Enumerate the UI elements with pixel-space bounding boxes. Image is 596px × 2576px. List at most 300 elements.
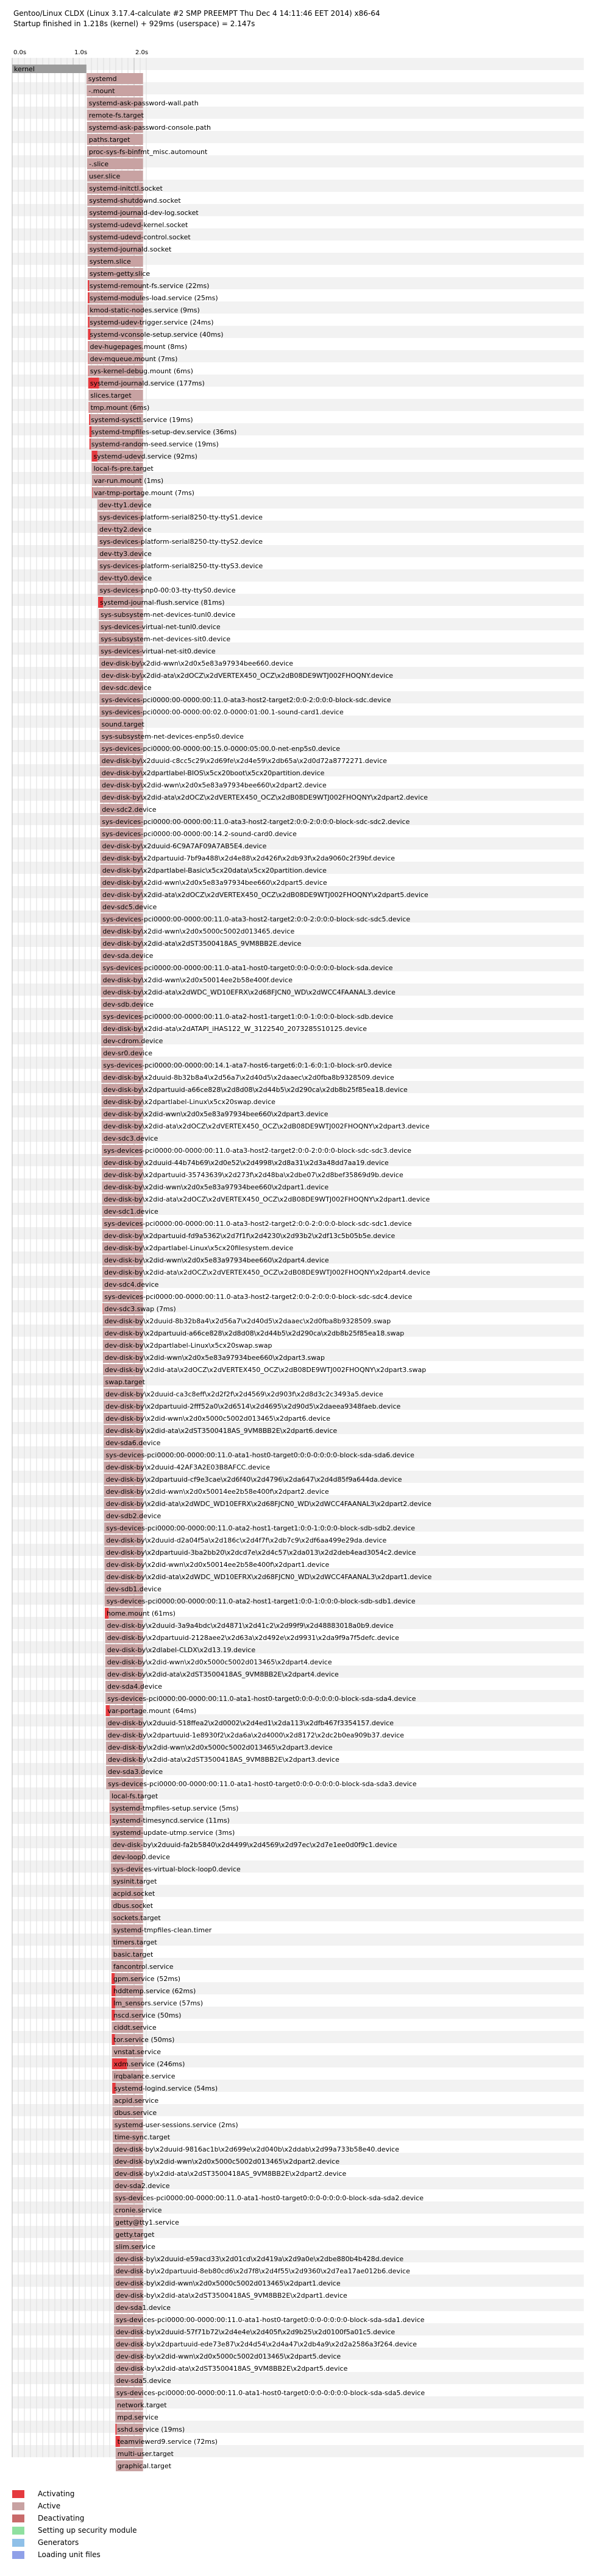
unit-label: dev-disk-by\x2duuid-9816ac1b\x2d699e\x2d040b\x2ddab\x2d99a733b58e40.device <box>115 2145 399 2153</box>
unit-label: dev-disk-by\x2did-wwn\x2d0x5000c5002d013465.device <box>102 927 295 935</box>
unit-label: dev-tty1.device <box>99 501 152 509</box>
unit-label: dev-disk-by\x2duuid-c8cc5c29\x2d69fe\x2d4e59\x2db65a\x2d0d72a8772271.device <box>101 757 387 765</box>
unit-label: system-getty.slice <box>89 270 151 278</box>
unit-label: dev-disk-by\x2dpartuuid-cf9e3cae\x2d6f40\x2d4796\x2da647\x2d4d85f9a644da.device <box>105 1476 402 1483</box>
unit-label: systemd-user-sessions.service (2ms) <box>114 2121 238 2129</box>
legend-item <box>12 2512 137 2524</box>
unit-label: dev-disk-by\x2dpartlabel-BIOS\x5cx20boot\x5cx20partition.device <box>101 769 325 777</box>
unit-label: systemd-remount-fs.service (22ms) <box>90 282 210 290</box>
unit-label: dbus.socket <box>113 1902 154 1910</box>
row-stripe <box>12 2116 584 2128</box>
unit-label: local-fs-pre.target <box>93 465 154 473</box>
unit-label: nscd.service (50ms) <box>113 2011 182 2019</box>
row-stripe <box>12 1873 584 1885</box>
system-info-text: Gentoo/Linux CLDX (Linux 3.17.4-calculate #2 SMP PREEMPT Thu Dec 4 14:11:46 EET 2014) x86-64 <box>13 9 380 18</box>
unit-label: dev-disk-by\x2did-wwn\x2d0x5e83a97934bee660\x2dpart5.device <box>102 879 327 887</box>
row-stripe <box>12 947 584 959</box>
row-stripe <box>12 1860 584 1873</box>
unit-label: dev-disk-by\x2dpartlabel-Linux\x5cx20swap.device <box>103 1098 275 1106</box>
row-stripe <box>12 1093 584 1105</box>
unit-label: dev-disk-by\x2did-ata\x2dOCZ\x2dVERTEX450_OCZ\x2dB08DE9WTJ002FHOQNY\x2dpart3.swap <box>105 1366 427 1374</box>
unit-label: slices.target <box>90 392 132 399</box>
x-tick-label: 0.0s <box>13 49 27 56</box>
unit-bar-activating <box>110 1815 111 1826</box>
unit-label: dev-disk-by\x2did-ata\x2dST3500418AS_9VM8BB2E\x2dpart3.device <box>108 1756 339 1764</box>
legend-swatch <box>12 2551 24 2559</box>
unit-label: systemd-ask-password-console.path <box>88 124 211 132</box>
unit-label: dev-disk-by\x2did-wwn\x2d0x5000c5002d013465\x2dpart3.device <box>107 1744 333 1751</box>
unit-label: irqbalance.service <box>114 2072 176 2080</box>
unit-label: sys-devices-pci0000:00-0000:00:11.0-ata1-host0-target0:0:0-0:0:0:0-block-sda-sda6.device <box>105 1451 414 1459</box>
row-stripe <box>12 630 584 642</box>
unit-label: systemd-ask-password-wall.path <box>88 99 199 107</box>
unit-label: dev-sdb1.device <box>106 1585 161 1593</box>
unit-label: getty.target <box>115 2231 155 2239</box>
unit-label: systemd-udevd-control.socket <box>89 233 191 241</box>
unit-label: sys-devices-pci0000:00-0000:00:14.2-sound-card0.device <box>102 830 297 838</box>
row-stripe <box>12 1982 584 1994</box>
unit-label: dev-disk-by\x2did-ata\x2dST3500418AS_9VM8BB2E.device <box>102 940 302 948</box>
legend-swatch <box>12 2527 24 2535</box>
unit-label: dev-disk-by\x2did-ata\x2dOCZ\x2dVERTEX450_OCZ\x2dB08DE9WTJ002FHOQNY.device <box>101 672 394 680</box>
unit-bar-activating <box>92 487 93 498</box>
row-stripe <box>12 1459 584 1471</box>
row-stripe <box>12 2201 584 2214</box>
unit-label: dev-disk-by\x2dpartuuid-fd9a5362\x2d7f1f\x2d4230\x2d93b2\x2df13c5b05b5e.device <box>104 1232 396 1240</box>
unit-label: sys-subsystem-net-devices-tunl0.device <box>101 611 236 619</box>
unit-label: systemd-udevd.service (92ms) <box>93 452 197 460</box>
row-stripe <box>12 1958 584 1970</box>
row-stripe <box>12 1946 584 1958</box>
unit-label: cronie.service <box>115 2206 162 2214</box>
row-stripe <box>12 1580 584 1592</box>
unit-label: sys-devices-pci0000:00-0000:00:11.0-ata1-host0-target0:0:0-0:0:0:0-block-sda-sda5.device <box>116 2389 425 2397</box>
unit-label: timers.target <box>113 1938 157 1946</box>
unit-label: sys-kernel-debug.mount (6ms) <box>90 367 193 375</box>
unit-label: dev-disk-by\x2did-wwn\x2d0x5000c5002d013465\x2dpart2.device <box>115 2158 340 2166</box>
row-stripe <box>12 1337 584 1349</box>
unit-label: sys-devices-virtual-block-loop0.device <box>112 1865 241 1873</box>
row-stripe <box>12 2214 584 2226</box>
row-stripe <box>12 1678 584 1690</box>
unit-label: systemd-journald-dev-log.socket <box>89 209 199 217</box>
unit-label: var-run.mount (1ms) <box>94 477 164 485</box>
row-stripe <box>12 2421 584 2433</box>
unit-label: kmod-static-nodes.service (9ms) <box>90 306 200 314</box>
unit-label: sys-devices-pci0000:00-0000:00:11.0-ata3-host2-target2:0:0-2:0:0:0-block-sdc-sdc1.device <box>104 1220 412 1228</box>
unit-label: dev-disk-by\x2dpartuuid-7bf9a488\x2d4e88\x2d426f\x2db93f\x2da9060c2f39bf.device <box>102 854 396 862</box>
unit-label: dev-disk-by\x2did-wwn\x2d0x5e83a97934bee660\x2dpart2.device <box>102 781 327 789</box>
unit-label: sys-devices-pci0000:00-0000:00:11.0-ata1-host0-target0:0:0-0:0:0:0-block-sda-sda3.device <box>108 1780 417 1788</box>
unit-label: dev-disk-by\x2dpartuuid-a66ce828\x2d8d08\x2d44b5\x2d290ca\x2db8b25f85ea18.device <box>103 1086 408 1094</box>
unit-label: dev-disk-by\x2did-wwn\x2d0x5e83a97934bee660\x2dpart3.device <box>103 1110 328 1118</box>
unit-label: sys-devices-pci0000:00-0000:00:11.0-ata3-host2-target2:0:0-2:0:0:0-block-sdc-sdc4.device <box>104 1293 413 1301</box>
row-stripe <box>12 2031 584 2043</box>
unit-label: ciddt.service <box>113 2024 157 2032</box>
unit-label: dev-sr0.device <box>103 1049 153 1057</box>
unit-label: sys-devices-virtual-net-sit0.device <box>101 647 216 655</box>
row-stripe <box>12 1507 584 1519</box>
row-stripe <box>12 1763 584 1775</box>
unit-label: dev-disk-by\x2did-ata\x2dOCZ\x2dVERTEX450_OCZ\x2dB08DE9WTJ002FHOQNY\x2dpart3.device <box>103 1122 430 1130</box>
unit-label: dev-sdc3.device <box>103 1135 158 1142</box>
unit-label: systemd-vconsole-setup.service (40ms) <box>90 331 224 339</box>
unit-label: sys-devices-pci0000:00-0000:00:11.0-ata3-host2-target2:0:0-2:0:0:0-block-sdc.device <box>101 696 391 704</box>
legend-label: Deactivating <box>38 2514 85 2522</box>
legend-label: Active <box>38 2502 61 2510</box>
unit-label: dev-disk-by\x2duuid-d2a04f5a\x2d186c\x2d4f7f\x2db7c9\x2df6aa499e29da.device <box>106 1536 387 1544</box>
legend <box>12 2488 137 2561</box>
unit-bar-activating <box>103 1303 104 1314</box>
unit-label: tor.service (50ms) <box>113 2036 175 2044</box>
unit-label: sys-devices-pci0000:00-0000:00:11.0-ata1-host0-target0:0:0-0:0:0:0-block-sda-sda2.device <box>115 2194 424 2202</box>
row-stripe <box>12 2409 584 2421</box>
unit-label: dev-disk-by\x2duuid-e59acd33\x2d01cd\x2d419a\x2d9a0e\x2dbe880b4b428d.device <box>115 2255 404 2263</box>
unit-label: sys-devices-pci0000:00-0000:00:02.0-0000:01:00.1-sound-card1.device <box>101 708 344 716</box>
unit-label: gpm.service (52ms) <box>113 1975 181 1983</box>
row-stripe <box>12 1044 584 1057</box>
unit-label: dev-disk-by\x2did-ata\x2dST3500418AS_9VM8BB2E\x2dpart2.device <box>115 2170 347 2178</box>
row-stripe <box>12 2445 584 2457</box>
unit-label: network.target <box>117 2401 167 2409</box>
row-stripe <box>12 1848 584 1860</box>
x-tick-label: 2.0s <box>135 49 149 56</box>
unit-label: dev-disk-by\x2duuid-3a9a4bdc\x2d4871\x2d41c2\x2d99f9\x2d48883018a0b9.device <box>107 1622 394 1630</box>
row-stripe <box>12 1800 584 1812</box>
unit-label: sys-devices-platform-serial8250-tty-ttyS3.device <box>99 562 263 570</box>
unit-label: dev-disk-by\x2did-wwn\x2d0x50014ee2b58e400f\x2dpart1.device <box>106 1561 330 1569</box>
unit-label: sys-subsystem-net-devices-enp5s0.device <box>101 733 244 741</box>
unit-label: proc-sys-fs-binfmt_misc.automount <box>88 148 208 156</box>
row-stripe <box>12 1434 584 1446</box>
row-stripe <box>12 1885 584 1897</box>
unit-label: dev-sdc.device <box>101 684 152 692</box>
unit-label: dev-disk-by\x2did-wwn\x2d0x5e83a97934bee660.device <box>101 660 294 667</box>
unit-label: sys-devices-pci0000:00-0000:00:14.1-ata7-host6-target6:0:1-6:0:1:0-block-sr0.device <box>103 1061 392 1069</box>
unit-label: dev-disk-by\x2did-wwn\x2d0x5000c5002d013465\x2dpart1.device <box>115 2279 341 2287</box>
unit-label: systemd-update-utmp.service (3ms) <box>112 1829 235 1837</box>
legend-swatch <box>12 2490 24 2498</box>
unit-label: dev-disk-by\x2dpartlabel-Basic\x5cx20data\x5cx20partition.device <box>102 867 327 875</box>
unit-label: dev-sdc2.device <box>102 806 157 814</box>
unit-label: dev-tty3.device <box>99 550 152 558</box>
row-stripe <box>12 618 584 630</box>
unit-label: dev-disk-by\x2did-ata\x2dST3500418AS_9VM8BB2E\x2dpart4.device <box>107 1670 339 1678</box>
legend-swatch <box>12 2514 24 2522</box>
unit-label: dev-disk-by\x2dpartuuid-8eb80cd6\x2d7f8\x2d4f55\x2d9360\x2d7ea17ae012b6.device <box>115 2267 410 2275</box>
unit-label: user.slice <box>89 172 121 180</box>
unit-label: systemd-udev-trigger.service (24ms) <box>90 318 214 326</box>
unit-label: dev-disk-by\x2did-ata\x2dWDC_WD10EFRX\x2d68FJCN0_WD\x2dWCC4FAANAL3\x2dpart2.device <box>105 1500 431 1508</box>
legend-label: Loading unit files <box>38 2550 101 2559</box>
row-stripe <box>12 2067 584 2080</box>
unit-label: systemd-modules-load.service (25ms) <box>90 294 218 302</box>
unit-label: sshd.service (19ms) <box>117 2426 185 2433</box>
unit-label: dev-disk-by\x2did-ata\x2dST3500418AS_9VM8BB2E\x2dpart1.device <box>115 2292 347 2300</box>
unit-label: dev-disk-by\x2did-ata\x2dOCZ\x2dVERTEX450_OCZ\x2dB08DE9WTJ002FHOQNY\x2dpart1.device <box>104 1195 430 1203</box>
unit-label: sys-devices-pci0000:00-0000:00:11.0-ata2-host1-target1:0:0-1:0:0:0-block-sdb-sdb2.device <box>106 1524 416 1532</box>
unit-label: dev-sda3.device <box>108 1768 163 1776</box>
unit-label: systemd-timesyncd.service (11ms) <box>112 1817 230 1825</box>
unit-label: remote-fs.target <box>88 111 144 119</box>
unit-label: sys-devices-platform-serial8250-tty-ttyS1.device <box>99 513 263 521</box>
unit-label: dev-tty0.device <box>99 574 152 582</box>
row-stripe <box>12 2238 584 2250</box>
unit-label: multi-user.target <box>117 2450 174 2458</box>
unit-label: dev-disk-by\x2duuid-ca3c8eff\x2d2f2f\x2d4569\x2d903f\x2d8d3c2c3493a5.device <box>105 1390 383 1398</box>
unit-label: sys-subsystem-net-devices-sit0.device <box>101 635 231 643</box>
row-stripe <box>12 825 584 837</box>
unit-label: systemd-initctl.socket <box>89 185 163 192</box>
unit-label: dev-disk-by\x2dpartlabel-Linux\x5cx20swap.swap <box>104 1342 272 1350</box>
row-stripe <box>12 1276 584 1288</box>
unit-label: dev-disk-by\x2did-wwn\x2d0x5e83a97934bee660\x2dpart4.device <box>104 1256 329 1264</box>
row-stripe <box>12 2043 584 2055</box>
unit-label: sys-devices-virtual-net-tunl0.device <box>101 623 221 631</box>
unit-label: dev-disk-by\x2dlabel-CLDX\x2d13.19.device <box>107 1646 256 1654</box>
unit-label: sys-devices-pci0000:00-0000:00:11.0-ata2-host1-target1:0:0-1:0:0:0-block-sdb.device <box>102 1013 394 1021</box>
row-stripe <box>12 2055 584 2067</box>
unit-label: dev-disk-by\x2did-ata\x2dWDC_WD10EFRX\x2d68FJCN0_WD\x2dWCC4FAANAL3\x2dpart1.device <box>106 1573 432 1581</box>
unit-label: dev-disk-by\x2duuid-6C9A7AF09A7AB5E4.device <box>102 842 267 850</box>
unit-label: dev-sda4.device <box>107 1683 163 1691</box>
row-stripe <box>12 1934 584 1946</box>
unit-label: dev-disk-by\x2dpartuuid-ede73e87\x2d4d54\x2d4a47\x2db4a9\x2d2a2586a3f264.device <box>116 2340 417 2348</box>
row-stripe <box>12 2433 584 2445</box>
unit-label: dev-disk-by\x2did-ata\x2dWDC_WD10EFRX\x2d68FJCN0_WD\x2dWCC4FAANAL3.device <box>102 988 396 996</box>
unit-label: sockets.target <box>113 1914 161 1922</box>
unit-label: systemd-tmpfiles-clean.timer <box>113 1926 212 1934</box>
unit-label: sys-devices-platform-serial8250-tty-ttyS2.device <box>99 538 263 546</box>
row-stripe <box>12 837 584 850</box>
unit-label: systemd-journald.socket <box>89 245 172 253</box>
row-stripe <box>12 1824 584 1836</box>
row-stripe <box>12 2299 584 2311</box>
unit-label: dev-disk-by\x2duuid-fa2b5840\x2d4499\x2d4569\x2d97ec\x2d7e1ee0d0f9c1.device <box>112 1841 397 1849</box>
unit-bar-activating <box>88 280 89 291</box>
unit-label: dev-disk-by\x2did-wwn\x2d0x5000c5002d013465\x2dpart5.device <box>116 2353 341 2360</box>
row-stripe <box>12 801 584 813</box>
unit-label: -.slice <box>89 160 109 168</box>
row-stripe <box>12 1787 584 1800</box>
row-stripe <box>12 2019 584 2031</box>
unit-label: dev-disk-by\x2duuid-42AF3A2E03B8AFCC.device <box>105 1463 270 1471</box>
unit-label: swap.target <box>105 1378 145 1386</box>
row-stripe <box>12 1641 584 1653</box>
unit-label: dev-sdb2.device <box>106 1512 161 1520</box>
row-stripe <box>12 1994 584 2007</box>
unit-label: sys-devices-pci0000:00-0000:00:15.0-0000:05:00.0-net-enp5s0.device <box>101 745 341 753</box>
unit-label: dev-sdc5.device <box>102 903 157 911</box>
unit-label: acpid.service <box>114 2097 159 2105</box>
unit-label: dev-disk-by\x2dpartuuid-3ba2bb20\x2dcd7e\x2d4c57\x2da013\x2d2deb4ead3054c2.device <box>106 1549 416 1557</box>
unit-label: sys-devices-pci0000:00-0000:00:11.0-ata1-host0-target0:0:0-0:0:0:0-block-sda-sda4.device <box>107 1695 416 1703</box>
unit-label: dev-disk-by\x2did-ata\x2dATAPI_iHAS122_W_3122540_2073285S10125.device <box>103 1025 367 1033</box>
legend-swatch <box>12 2539 24 2547</box>
row-stripe <box>12 1032 584 1044</box>
unit-label: hddtemp.service (62ms) <box>113 1987 196 1995</box>
row-stripe <box>12 1702 584 1714</box>
row-stripe <box>12 1373 584 1385</box>
row-stripe <box>12 971 584 984</box>
legend-label: Generators <box>38 2538 79 2547</box>
unit-label: dev-hugepages.mount (8ms) <box>90 343 188 351</box>
unit-label: systemd-journald.service (177ms) <box>90 379 205 387</box>
unit-bar-activating <box>88 353 89 364</box>
legend-item <box>12 2524 137 2536</box>
unit-label: sys-devices-pci0000:00-0000:00:11.0-ata2-host1-target1:0:0-1:0:0:0-block-sdb-sdb1.device <box>106 1597 416 1605</box>
unit-label: acpid.socket <box>113 1890 155 1898</box>
legend-item <box>12 2488 137 2500</box>
row-stripe <box>12 679 584 691</box>
row-stripe <box>12 2396 584 2409</box>
unit-label: dev-sdb.device <box>102 1001 154 1008</box>
unit-label: dev-disk-by\x2did-wwn\x2d0x5e83a97934bee660\x2dpart1.device <box>104 1183 329 1191</box>
unit-label: systemd-tmpfiles-setup-dev.service (36ms) <box>91 428 237 436</box>
unit-label: home.mount (61ms) <box>107 1610 176 1617</box>
unit-label: xdm.service (246ms) <box>113 2060 185 2068</box>
row-stripe <box>12 898 584 910</box>
unit-label: dev-loop0.device <box>112 1853 170 1861</box>
unit-label: sound.target <box>101 720 144 728</box>
row-stripe <box>12 2128 584 2141</box>
unit-label: tmp.mount (6ms) <box>90 404 150 412</box>
row-stripe <box>12 1812 584 1824</box>
row-stripe <box>12 1130 584 1142</box>
startup-summary-text: Startup finished in 1.218s (kernel) + 929ms (userspace) = 2.147s <box>13 19 255 28</box>
row-stripe <box>12 2372 584 2384</box>
row-stripe <box>12 2177 584 2189</box>
row-stripe <box>12 58 584 70</box>
unit-label: dev-disk-by\x2did-ata\x2dST3500418AS_9VM8BB2E\x2dpart6.device <box>105 1427 338 1435</box>
unit-label: dev-mqueue.mount (7ms) <box>90 355 178 363</box>
row-stripe <box>12 655 584 667</box>
unit-label: dev-disk-by\x2dpartuuid-2fff52a0\x2d6514\x2d4695\x2d90d5\x2daeea9348faeb.device <box>105 1402 401 1410</box>
unit-label: sys-devices-pci0000:00-0000:00:11.0-ata3-host2-target2:0:0-2:0:0:0-block-sdc-sdc2.device <box>102 818 410 826</box>
unit-label: dev-disk-by\x2did-ata\x2dOCZ\x2dVERTEX450_OCZ\x2dB08DE9WTJ002FHOQNY\x2dpart5.device <box>102 891 428 899</box>
unit-label: var-portage.mount (64ms) <box>107 1707 197 1715</box>
unit-label: dev-disk-by\x2dpartuuid-35743639\x2d273f\x2d48ba\x2dbe07\x2d8bef35869d9b.device <box>104 1171 403 1179</box>
legend-label: Activating <box>38 2490 75 2498</box>
unit-label: dev-sdc4.device <box>104 1281 159 1289</box>
unit-label: dev-cdrom.device <box>103 1037 163 1045</box>
row-stripe <box>12 1300 584 1312</box>
unit-label: dev-disk-by\x2dpartuuid-1e8930f2\x2da6a\x2d4000\x2d8172\x2dc2b0ea909b37.device <box>107 1731 405 1739</box>
row-stripe <box>12 2226 584 2238</box>
unit-label: systemd <box>88 75 117 83</box>
legend-item <box>12 2536 137 2549</box>
unit-label: slim.service <box>115 2243 155 2251</box>
row-stripe <box>12 2007 584 2019</box>
unit-label: basic.target <box>113 1951 154 1958</box>
row-stripe <box>12 2104 584 2116</box>
legend-label: Setting up security module <box>38 2526 137 2535</box>
row-stripe <box>12 642 584 655</box>
unit-label: fancontrol.service <box>113 1963 174 1971</box>
row-stripe <box>12 996 584 1008</box>
unit-bar-activating <box>88 341 89 352</box>
unit-label: systemd-udevd-kernel.socket <box>89 221 188 229</box>
row-stripe <box>12 1203 584 1215</box>
unit-label: sys-devices-pci0000:00-0000:00:11.0-ata1-host0-target0:0:0-0:0:0:0-block-sda.device <box>102 964 393 972</box>
row-stripe <box>12 716 584 728</box>
unit-label: systemd-shutdownd.socket <box>89 197 181 205</box>
unit-label: dev-tty2.device <box>99 526 152 533</box>
unit-label: dev-disk-by\x2duuid-8b32b8a4\x2d56a7\x2d40d5\x2daaec\x2d0fba8b9328509.swap <box>104 1317 391 1325</box>
unit-label: lm_sensors.service (57ms) <box>113 1999 204 2007</box>
unit-label: sys-devices-pci0000:00-0000:00:11.0-ata1-host0-target0:0:0-0:0:0:0-block-sda-sda1.device <box>116 2316 425 2324</box>
unit-label: dev-sda1.device <box>116 2304 171 2312</box>
unit-label: system.slice <box>89 258 131 266</box>
unit-bar-activating <box>90 438 91 449</box>
row-stripe <box>12 1897 584 1909</box>
unit-label: systemd-logind.service (54ms) <box>114 2085 218 2092</box>
x-tick-label: 1.0s <box>74 49 88 56</box>
unit-label: dev-disk-by\x2did-wwn\x2d0x50014ee2b58e400f\x2dpart2.device <box>105 1488 329 1496</box>
unit-label: var-tmp-portage.mount (7ms) <box>94 489 194 497</box>
row-stripe <box>12 1921 584 1934</box>
unit-label: vnstat.service <box>113 2048 161 2056</box>
unit-label: -.mount <box>88 87 115 95</box>
unit-label: sysinit.target <box>113 1877 157 1885</box>
unit-label: dev-disk-by\x2did-wwn\x2d0x5000c5002d013465\x2dpart4.device <box>107 1658 332 1666</box>
row-stripe <box>12 728 584 740</box>
unit-bar-activating <box>115 2424 116 2435</box>
unit-label: dev-sda2.device <box>115 2182 170 2190</box>
unit-label: dev-disk-by\x2dpartuuid-2128aee2\x2d63a\x2d492e\x2d9931\x2da9f9a7f5defc.device <box>107 1634 399 1642</box>
unit-label: sys-devices-pci0000:00-0000:00:11.0-ata3-host2-target2:0:0-2:0:0:0-block-sdc-sdc5.device <box>102 915 411 923</box>
unit-label: dev-disk-by\x2did-wwn\x2d0x5000c5002d013465\x2dpart6.device <box>105 1415 331 1423</box>
unit-label: teamviewerd9.service (72ms) <box>117 2438 218 2446</box>
unit-label: paths.target <box>88 136 130 144</box>
row-stripe <box>12 2080 584 2092</box>
unit-label: dbus.service <box>114 2109 157 2117</box>
row-stripe <box>12 1909 584 1921</box>
row-stripe <box>12 1239 584 1251</box>
unit-label: dev-disk-by\x2did-wwn\x2d0x50014ee2b58e400f.device <box>102 976 293 984</box>
row-stripe <box>12 606 584 618</box>
row-stripe <box>12 1970 584 1982</box>
row-stripe <box>12 2092 584 2104</box>
unit-label: dev-disk-by\x2duuid-44b74b69\x2d0e52\x2d4998\x2d8a31\x2d3a48dd7aa19.device <box>104 1159 389 1167</box>
unit-label: sys-devices-pci0000:00-0000:00:11.0-ata3-host2-target2:0:0-2:0:0:0-block-sdc-sdc3.device <box>104 1147 412 1155</box>
unit-bar-activating <box>89 414 90 425</box>
unit-label: systemd-random-seed.service (19ms) <box>91 440 219 448</box>
unit-label: sys-devices-pnp0-00:03-tty-ttyS0.device <box>99 586 236 594</box>
unit-label: systemd-tmpfiles-setup.service (5ms) <box>112 1804 239 1812</box>
legend-item <box>12 2549 137 2561</box>
unit-label: dev-sdc3.swap (7ms) <box>104 1305 176 1313</box>
row-stripe <box>12 923 584 935</box>
unit-label: dev-disk-by\x2duuid-518ffea2\x2d0002\x2d4ed1\x2da113\x2dfb467f3354157.device <box>107 1719 394 1727</box>
unit-label: dev-disk-by\x2dpartuuid-a66ce828\x2d8d08\x2d44b5\x2d290ca\x2db8b25f85ea18.swap <box>104 1329 405 1337</box>
unit-bar-activating <box>89 402 90 413</box>
legend-item <box>12 2500 137 2512</box>
unit-label: dev-disk-by\x2did-wwn\x2d0x5e83a97934bee660\x2dpart3.swap <box>104 1354 325 1362</box>
unit-label: dev-sda6.device <box>105 1439 161 1447</box>
unit-label: dev-disk-by\x2did-ata\x2dOCZ\x2dVERTEX450_OCZ\x2dB08DE9WTJ002FHOQNY\x2dpart4.device <box>104 1269 430 1276</box>
unit-label: getty@tty1.service <box>115 2219 179 2226</box>
unit-label: dev-disk-by\x2duuid-57f71b72\x2d4e4e\x2d405f\x2d9b25\x2d0100f5a01c5.device <box>116 2328 396 2336</box>
legend-swatch <box>12 2502 24 2510</box>
unit-label: mpd.service <box>117 2413 158 2421</box>
unit-label: dev-disk-by\x2duuid-8b32b8a4\x2d56a7\x2d40d5\x2daaec\x2d0fba8b9328509.device <box>103 1074 394 1082</box>
unit-bar-activating <box>88 365 89 376</box>
unit-label: dev-disk-by\x2did-ata\x2dST3500418AS_9VM8BB2E\x2dpart5.device <box>116 2365 348 2373</box>
unit-label: dev-disk-by\x2dpartlabel-Linux\x5cx20filesystem.device <box>104 1244 294 1252</box>
unit-label: dev-sda5.device <box>116 2377 171 2385</box>
unit-label: graphical.target <box>118 2462 172 2470</box>
